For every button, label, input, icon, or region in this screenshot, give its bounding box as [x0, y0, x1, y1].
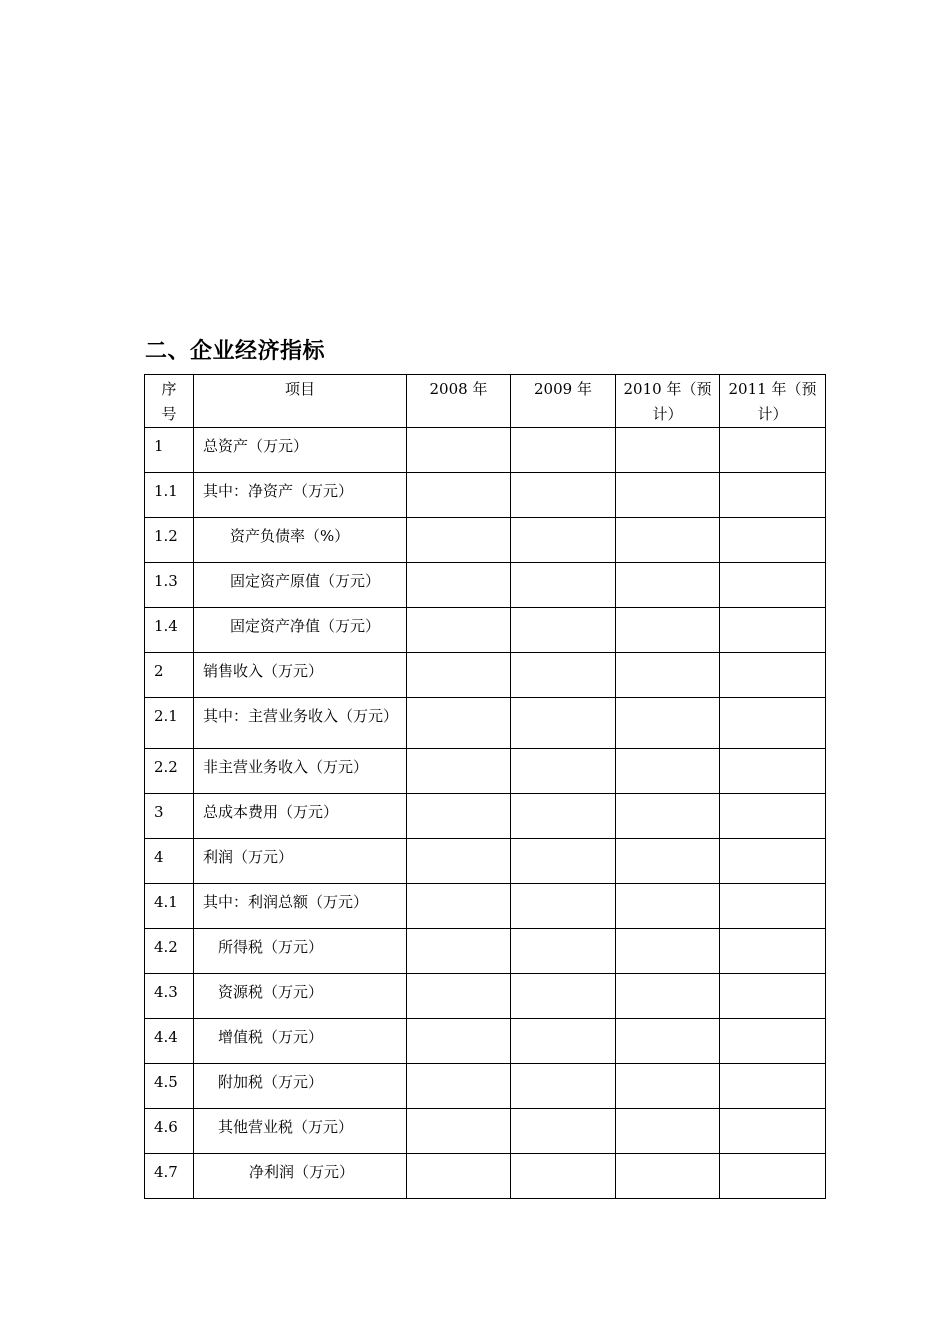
- cell-2011[interactable]: [720, 974, 826, 1019]
- table-row: [145, 698, 826, 749]
- table-row: [145, 1109, 826, 1154]
- cell-2009[interactable]: [511, 563, 616, 608]
- economic-indicators-table: [144, 374, 826, 1199]
- row-number: 4: [145, 839, 194, 884]
- table-row: [145, 1154, 826, 1199]
- row-number: 2.1: [145, 698, 194, 749]
- cell-2011[interactable]: [720, 608, 826, 653]
- header-row: [145, 375, 826, 428]
- cell-2011[interactable]: [720, 884, 826, 929]
- row-number: 3: [145, 794, 194, 839]
- row-number: 4.7: [145, 1154, 194, 1199]
- row-number: 1.1: [145, 473, 194, 518]
- table-row: [145, 608, 826, 653]
- row-item: 资产负债率（%）: [194, 518, 407, 563]
- cell-2009[interactable]: [511, 1064, 616, 1109]
- cell-2009[interactable]: [511, 1154, 616, 1199]
- cell-2011[interactable]: [720, 1064, 826, 1109]
- cell-2008[interactable]: [407, 563, 511, 608]
- cell-2011[interactable]: [720, 698, 826, 749]
- row-item: 所得税（万元）: [194, 929, 407, 974]
- cell-2010[interactable]: [616, 1154, 720, 1199]
- cell-2011[interactable]: [720, 749, 826, 794]
- row-number: 4.3: [145, 974, 194, 1019]
- cell-2009[interactable]: [511, 974, 616, 1019]
- cell-2008[interactable]: [407, 1064, 511, 1109]
- cell-2008[interactable]: [407, 1019, 511, 1064]
- row-item: 其他营业税（万元）: [194, 1109, 407, 1154]
- cell-2010[interactable]: [616, 428, 720, 473]
- table-row: [145, 749, 826, 794]
- cell-2009[interactable]: [511, 1109, 616, 1154]
- cell-2011[interactable]: [720, 929, 826, 974]
- cell-2008[interactable]: [407, 929, 511, 974]
- cell-2009[interactable]: [511, 929, 616, 974]
- table-row: [145, 653, 826, 698]
- cell-2010[interactable]: [616, 608, 720, 653]
- cell-2008[interactable]: [407, 608, 511, 653]
- cell-2010[interactable]: [616, 794, 720, 839]
- cell-2008[interactable]: [407, 974, 511, 1019]
- row-number: 4.4: [145, 1019, 194, 1064]
- row-item: 其中：利润总额（万元）: [194, 884, 407, 929]
- cell-2010[interactable]: [616, 884, 720, 929]
- cell-2010[interactable]: [616, 929, 720, 974]
- cell-2009[interactable]: [511, 749, 616, 794]
- table-row: [145, 974, 826, 1019]
- cell-2009[interactable]: [511, 608, 616, 653]
- cell-2008[interactable]: [407, 749, 511, 794]
- row-number: 4.1: [145, 884, 194, 929]
- cell-2009[interactable]: [511, 518, 616, 563]
- cell-2010[interactable]: [616, 518, 720, 563]
- row-number: 1: [145, 428, 194, 473]
- cell-2009[interactable]: [511, 1019, 616, 1064]
- row-item: 固定资产净值（万元）: [194, 608, 407, 653]
- cell-2010[interactable]: [616, 1064, 720, 1109]
- header-2011: 2011 年（预 计）: [720, 375, 826, 428]
- row-item: 非主营业务收入（万元）: [194, 749, 407, 794]
- cell-2008[interactable]: [407, 473, 511, 518]
- row-number: 4.2: [145, 929, 194, 974]
- cell-2009[interactable]: [511, 884, 616, 929]
- row-number: 2: [145, 653, 194, 698]
- row-item: 利润（万元）: [194, 839, 407, 884]
- row-item: 其中：净资产（万元）: [194, 473, 407, 518]
- table-row: [145, 884, 826, 929]
- row-number: 4.5: [145, 1064, 194, 1109]
- cell-2011[interactable]: [720, 518, 826, 563]
- header-2009: 2009 年: [511, 375, 616, 428]
- row-item: 总成本费用（万元）: [194, 794, 407, 839]
- cell-2011[interactable]: [720, 794, 826, 839]
- table-row: [145, 794, 826, 839]
- cell-2010[interactable]: [616, 473, 720, 518]
- table-row: [145, 1064, 826, 1109]
- row-item: 销售收入（万元）: [194, 653, 407, 698]
- table-row: [145, 839, 826, 884]
- cell-2011[interactable]: [720, 1154, 826, 1199]
- table-row: [145, 518, 826, 563]
- cell-2011[interactable]: [720, 428, 826, 473]
- row-number: 1.2: [145, 518, 194, 563]
- cell-2011[interactable]: [720, 1109, 826, 1154]
- row-item: 净利润（万元）: [194, 1154, 407, 1199]
- cell-2011[interactable]: [720, 839, 826, 884]
- table-row: [145, 473, 826, 518]
- table-row: [145, 563, 826, 608]
- cell-2008[interactable]: [407, 698, 511, 749]
- cell-2008[interactable]: [407, 653, 511, 698]
- row-number: 4.6: [145, 1109, 194, 1154]
- row-item: 其中：主营业务收入（万元）: [194, 698, 407, 749]
- cell-2008[interactable]: [407, 1109, 511, 1154]
- cell-2008[interactable]: [407, 884, 511, 929]
- header-2008: 2008 年: [407, 375, 511, 428]
- cell-2008[interactable]: [407, 839, 511, 884]
- cell-2009[interactable]: [511, 653, 616, 698]
- cell-2010[interactable]: [616, 653, 720, 698]
- cell-2010[interactable]: [616, 974, 720, 1019]
- cell-2011[interactable]: [720, 473, 826, 518]
- cell-2010[interactable]: [616, 1019, 720, 1064]
- row-item: 固定资产原值（万元）: [194, 563, 407, 608]
- cell-2008[interactable]: [407, 1154, 511, 1199]
- cell-2011[interactable]: [720, 1019, 826, 1064]
- cell-2009[interactable]: [511, 473, 616, 518]
- cell-2009[interactable]: [511, 794, 616, 839]
- row-item: 总资产（万元）: [194, 428, 407, 473]
- table-row: [145, 929, 826, 974]
- row-item: 增值税（万元）: [194, 1019, 407, 1064]
- cell-2010[interactable]: [616, 749, 720, 794]
- table-row: [145, 428, 826, 473]
- row-item: 附加税（万元）: [194, 1064, 407, 1109]
- cell-2010[interactable]: [616, 839, 720, 884]
- cell-2009[interactable]: [511, 839, 616, 884]
- cell-2009[interactable]: [511, 698, 616, 749]
- row-number: 1.4: [145, 608, 194, 653]
- cell-2010[interactable]: [616, 698, 720, 749]
- cell-2011[interactable]: [720, 563, 826, 608]
- header-item: 项目: [194, 375, 407, 428]
- row-item: 资源税（万元）: [194, 974, 407, 1019]
- cell-2008[interactable]: [407, 428, 511, 473]
- cell-2010[interactable]: [616, 1109, 720, 1154]
- cell-2009[interactable]: [511, 428, 616, 473]
- cell-2008[interactable]: [407, 794, 511, 839]
- cell-2010[interactable]: [616, 563, 720, 608]
- header-seq: 序 号: [145, 375, 194, 428]
- table-row: [145, 1019, 826, 1064]
- header-2010: 2010 年（预 计）: [616, 375, 720, 428]
- cell-2011[interactable]: [720, 653, 826, 698]
- section-heading: 二、企业经济指标: [145, 339, 326, 364]
- cell-2008[interactable]: [407, 518, 511, 563]
- row-number: 2.2: [145, 749, 194, 794]
- row-number: 1.3: [145, 563, 194, 608]
